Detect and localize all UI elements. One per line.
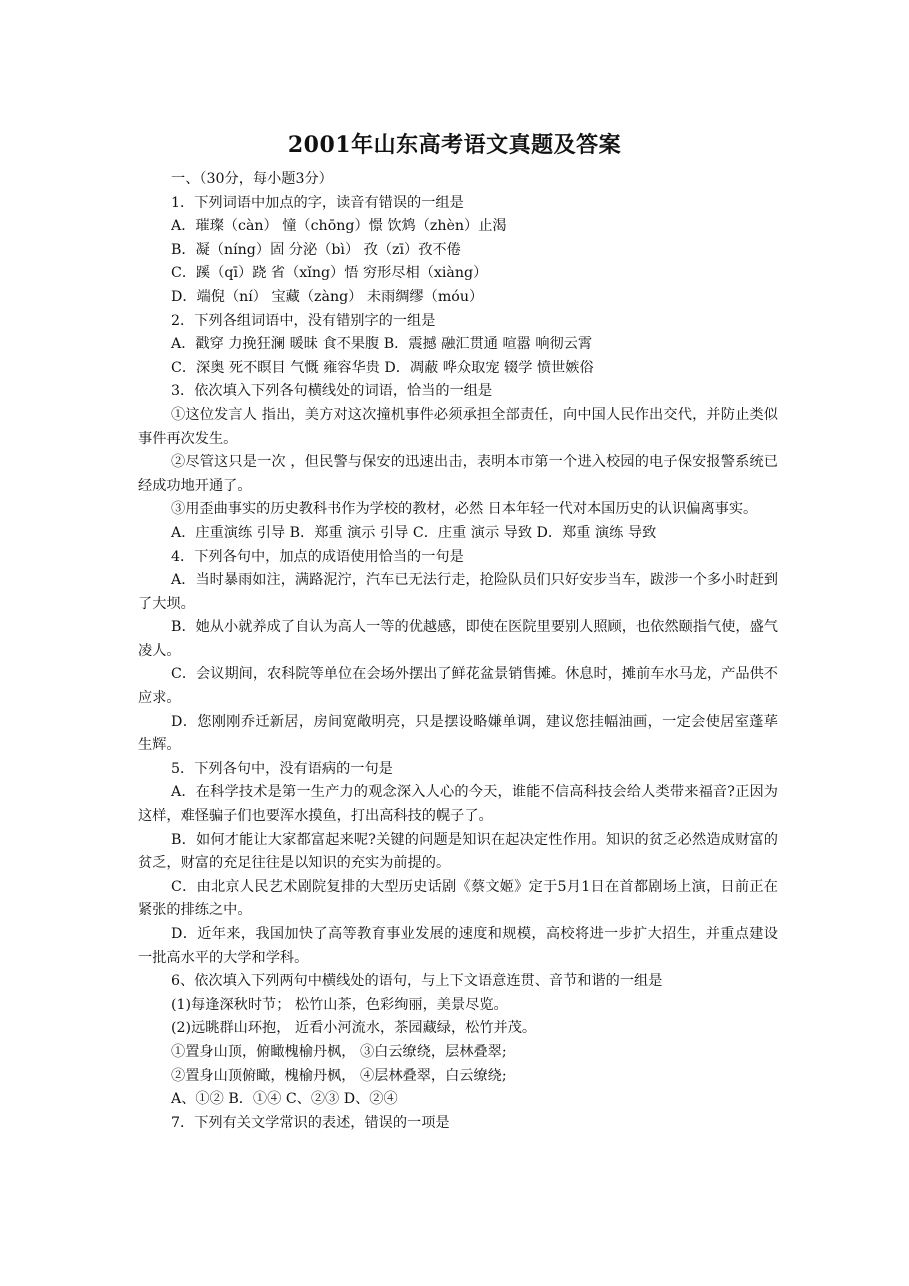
paragraph: B．如何才能让大家都富起来呢?关键的问题是知识在起决定性作用。知识的贫乏必然造成财富的贫乏，财富的充足往往是以知识的充实为前提的。 xyxy=(138,831,778,872)
document-title: 2001年山东高考语文真题及答案 xyxy=(287,132,622,158)
paragraph: ③用歪曲事实的历史教科书作为学校的教材，必然 日本年轻一代对本国历史的认识偏离事实。 xyxy=(171,501,758,518)
text-line: 4．下列各句中，加点的成语使用恰当的一句是 xyxy=(171,548,464,565)
text-line: 5．下列各句中，没有语病的一句是 xyxy=(171,760,393,777)
text-line: (2)远眺群山环抱， 近看小河流水，茶园藏绿，松竹并茂。 xyxy=(171,1020,537,1037)
text-line: A、①② B．①④ C、②③ D、②④ xyxy=(171,1091,398,1108)
text-line: 2．下列各组词语中，没有错别字的一组是 xyxy=(171,312,436,329)
text-line: 1．下列词语中加点的字，读音有错误的一组是 xyxy=(171,194,464,211)
text-line: 7．下列有关文学常识的表述，错误的一项是 xyxy=(171,1114,450,1131)
paragraph: A．当时暴雨如注，满路泥泞，汽车已无法行走，抢险队员们只好安步当车，跋涉一个多小时赶到了大坝。 xyxy=(138,572,778,612)
document-body xyxy=(138,168,778,1135)
text-line: 3．依次填入下列各句横线处的词语，恰当的一组是 xyxy=(171,383,493,400)
paragraph: A．在科学技术是第一生产力的观念深入人心的今天，谁能不信高科技会给人类带来福音?正因为这样，难怪骗子们也要浑水摸鱼，打出高科技的幌子了。 xyxy=(138,784,778,825)
paragraph: C．会议期间，农科院等单位在会场外摆出了鲜花盆景销售摊。休息时，摊前车水马龙，产品供不应求。 xyxy=(138,666,778,707)
paragraph: D．近年来，我国加快了高等教育事业发展的速度和规模，高校将进一步扩大招生，并重点建设一批高水平的大学和学科。 xyxy=(138,926,778,966)
text-line: A．庄重演练 引导 B．郑重 演示 引导 C．庄重 演示 导致 D．郑重 演练 导致 xyxy=(171,524,657,541)
text-line: A．戳穿 力挽狂澜 暖昧 食不果腹 B．震撼 融汇贯通 喧嚣 响彻云霄 xyxy=(171,336,593,353)
text-line: (1)每逢深秋时节； 松竹山茶，色彩绚丽，美景尽览。 xyxy=(171,996,508,1013)
paragraph: D．您刚刚乔迁新居，房间宽敞明亮，只是摆设略嫌单调，建议您挂幅油画，一定会使居室蓬荜生辉。 xyxy=(138,713,778,754)
paragraph: B．她从小就养成了自认为高人一等的优越感，即使在医院里要别人照顾，也依然颐指气使，盛气凌人。 xyxy=(138,619,778,659)
text-line: 6、依次填入下列两句中横线处的语句，与上下文语意连贯、音节和谐的一组是 xyxy=(171,973,663,990)
paragraph: C．由北京人民艺术剧院复排的大型历史话剧《蔡文姬》定于5月1日在首都剧场上演，日前正在紧张的排练之中。 xyxy=(138,878,778,919)
text-line: C．蹊（qī）跷 省（xǐng）悟 穷形尽相（xiàng） xyxy=(171,265,488,282)
text-line: ②置身山顶俯瞰，槐榆丹枫， ④层林叠翠，白云缭绕; xyxy=(171,1067,507,1084)
paragraph: ①这位发言人 指出，美方对这次撞机事件必须承担全部责任，向中国人民作出交代，并防止类似事件再次发生。 xyxy=(138,406,778,447)
text-line: ①置身山顶，俯瞰槐榆丹枫， ③白云缭绕，层林叠翠; xyxy=(171,1043,507,1060)
text-line: B．凝（níng）固 分泌（bì） 孜（zī）孜不倦 xyxy=(171,241,461,258)
text-line: A．璀璨（càn） 憧（chōng）憬 饮鸩（zhèn）止渴 xyxy=(171,218,507,235)
text-line: C．深奥 死不瞑目 气慨 雍容华贵 D．凋蔽 哗众取宠 辍学 愤世嫉俗 xyxy=(171,359,594,376)
text-line: D．端倪（ní） 宝藏（zàng） 未雨绸缪（móu） xyxy=(171,288,484,305)
text-line: 一、（30分，每小题3分） xyxy=(171,171,333,187)
paragraph: ②尽管这只是一次 ，但民警与保安的迅速出击，表明本市第一个进入校园的电子保安报警系统已经成功地开通了。 xyxy=(138,454,778,494)
